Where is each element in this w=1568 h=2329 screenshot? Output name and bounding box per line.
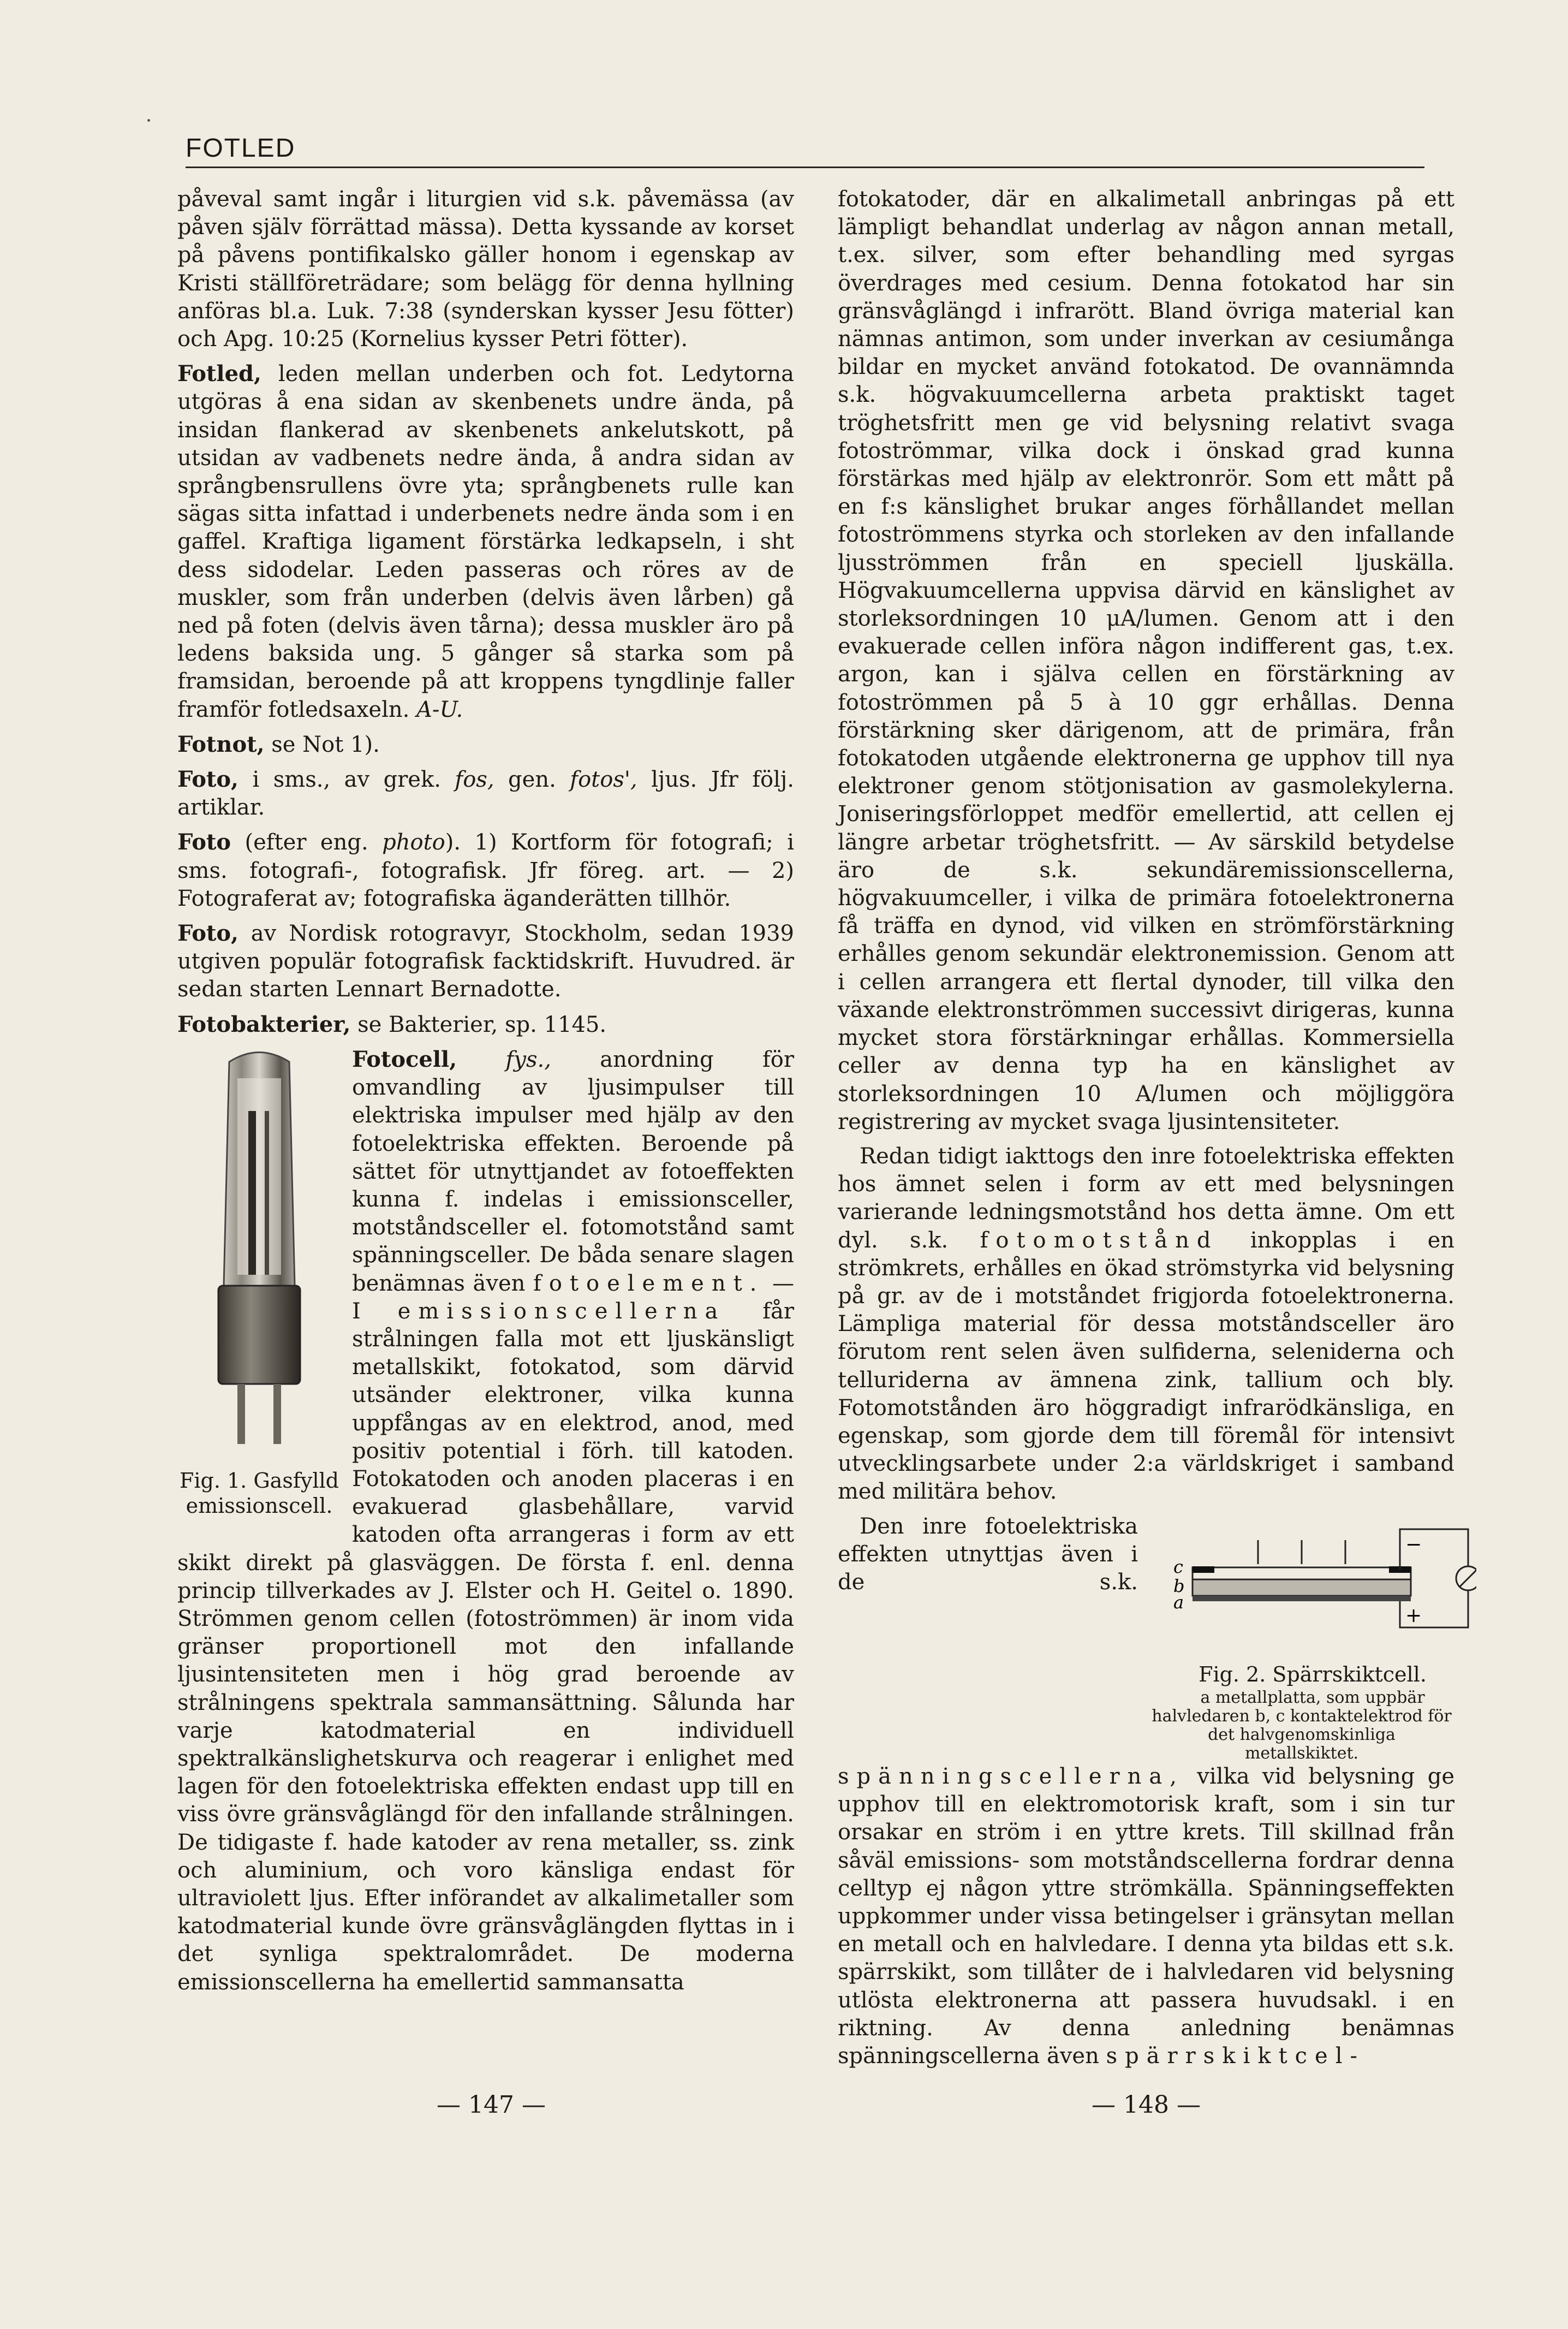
paragraph [838, 1513, 1454, 2071]
text: gen. [494, 767, 570, 793]
text: anordning för omvandling av ljusimpulser till elektriska impulser med hjälp av den fotoelektriska effekten. Beroende på sättet för utnyttjandet av fotoeffekten kunna f. indelas i emissionsceller, motståndsceller el. fotomotstånd samt spänningsceller. De båda senare slagen benämnas även [352, 1047, 794, 1296]
text: Redan tidigt iakttogs den inre fotoelektriska effekten hos ämnet selen i form av ett med belysningen varierande ledningsmotstånd hos detta ämne. Om ett dyl. s.k. [838, 1143, 1454, 1253]
spaced-term: fotomotstånd [980, 1227, 1219, 1253]
text: inkopplas i en strömkrets, erhålles en ökad strömstyrka vid belysning på gr. av de i motståndet frigjorda fotoelektronerna. Lämpliga material för dessa motståndsceller äro förutom rent selen även sulfiderna, seleniderna och telluriderna av ämnena zink, tallium och bly. Fotomotstånden äro höggradigt infrarödkänsliga, en egenskap, som gjorde dem till föremål för intensivt utvecklingsarbete under 2:a världskriget i samband med militära behov. [838, 1227, 1455, 1505]
photocell-image [177, 1045, 341, 1460]
lemma: Fotnot, [177, 731, 265, 757]
label-c: c [1173, 1556, 1183, 1577]
paragraph [177, 186, 794, 353]
text: Den inre fotoelektriska effekten utnyttjas även i de s.k. [838, 1513, 1138, 1595]
text: ljus. Jfr följ. artiklar. [177, 767, 794, 821]
running-header [186, 134, 1424, 168]
text: i sms., av grek. [238, 767, 455, 793]
label-plus: + [1405, 1604, 1422, 1627]
scan-dot [147, 119, 150, 122]
lemma: Foto, [177, 920, 239, 947]
spaced-term: spänningscellerna, [838, 1763, 1184, 1789]
figure-2 [1149, 1518, 1454, 1763]
spaced-term: spärrskiktcel- [1106, 2043, 1366, 2069]
entry-fotobakterier [177, 1011, 794, 1039]
text: vilka vid belysning ge upphov till en elektromotorisk kraft, som i sin tur orsakar en ström i en yttre krets. Till skillnad från såväl emissions- som motståndscellerna fordrar denna celltyp ej någon yttre strömkälla. Spänningseffekten uppkommer under vissa betingelser i gränsytan mellan en metall och en halvledare. I denna yta bildas ett s.k. spärrskikt, som tillåter de i halvledaren vid belysning utlösta elektronerna att passera huvudsakl. i en riktning. Av denna anledning benämnas spänningscellerna även [838, 1763, 1454, 2069]
label-minus: − [1405, 1533, 1422, 1556]
text: (efter eng. [231, 830, 383, 855]
spaced-term: fotoelement. [533, 1270, 765, 1296]
lemma: Fotocell, [352, 1046, 457, 1072]
text: ). 1) Kortform för fotografi; i sms. fotografi-, fotografisk. Jfr föreg. art. — 2) Fotograferat av; fotografiska äganderätten tillhör. [177, 830, 794, 911]
text: påveval samt ingår i liturgien vid s.k. påvemässa (av påven själv förrättad mässa). Detta kyssande av korset på påvens pontifikalsko gäller honom i egenskap av Kristi ställföreträdare; som belägg för denna hyllning anföras bl.a. Luk. 7:38 (synderskan kysser Jesu fötter) och Apg. 10:25 (Kornelius kysser Petri fötter). [177, 187, 794, 352]
text: se Bakterier, sp. 1145. [350, 1012, 607, 1037]
lemma: Foto [177, 829, 231, 855]
figure-1-caption: Fig. 1. Gasfylld emissionscell. [179, 1468, 339, 1518]
entry-foto-3 [177, 919, 794, 1004]
entry-fotled [177, 360, 794, 724]
label-a: a [1173, 1591, 1184, 1613]
entry-fotnot [177, 730, 794, 759]
italic: fys., [457, 1047, 551, 1072]
italic: fotos', [570, 767, 637, 793]
label-b: b [1173, 1575, 1185, 1596]
text: får strålningen falla mot ett ljuskänsligt metallskikt, fotokatod, som därvid utsänder elektroner, vilka kunna uppfångas av en elektrod, anod, med positiv potential i förh. till katoden. Fotokatoden och anoden placeras i en evakuerad glasbehållare, varvid katoden ofta arrangeras i form av ett skikt direkt på glasväggen. De första f. enl. denna princip tillverkades av J. Elster och H. Geitel o. 1890. Strömmen genom cellen (fotoströmmen) är inom vida gränser proportionell mot den infallande ljusintensiteten men i hög grad beroende av strålningens spektrala sammansättning. Sålunda har varje katodmaterial en individuell spektralkänslighetskurva och reagerar i enlighet med lagen för den fotoelektriska effekten endast upp till en viss övre gränsvåglängd för den infallande strålningen. De tidigaste f. hade katoder av rena metaller, ss. zink och aluminium, och voro känsliga endast för ultraviolett ljus. Efter införandet av alkalimetaller som katodmaterial kunde övre gränsvåglängden flyttas in i det synliga spektralområdet. De moderna emissionscellerna ha emellertid sammansatta [177, 1298, 794, 1995]
italic: fos, [455, 767, 494, 793]
figure-1 [177, 1045, 341, 1518]
lemma: Fotobakterier, [177, 1011, 351, 1037]
barrier-layer-cell-diagram [1171, 1518, 1476, 1644]
paragraph [838, 1143, 1454, 1506]
entry-foto-1 [177, 765, 794, 822]
page-number-right: — 148 — [1092, 2091, 1201, 2119]
paragraph [838, 186, 1454, 1136]
figure-2-caption: Fig. 2. Spärrskiktcell. [1199, 1662, 1427, 1686]
header-title: FOTLED [186, 134, 296, 163]
text: leden mellan underben och fot. Ledytorna utgöras å ena sidan av skenbenets undre ända, på insidan flankerad av skenbenets ankelutskott, på utsidan av vadbenets nedre ända, å andra sidan av språngbensrullens övre yta; språngbenets rulle kan sägas sitta infattad i underbenets nedre ända som i en gaffel. Kraftiga ligament förstärka ledkapseln, i sht dess sidodelar. Leden passeras och röres av de muskler, som från underben (delvis även lårben) gå ned på foten (delvis även tårna); dessa muskler äro på ledens baksida ung. 5 gånger så starka som på framsidan, beroende på att kroppens tyngdlinje faller framför fotledsaxeln. [177, 361, 794, 722]
lemma: Foto, [177, 767, 239, 793]
text: se Not 1). [264, 732, 380, 757]
entry-fotocell [177, 1045, 794, 1997]
spaced-term: emissionscellerna [397, 1298, 726, 1324]
text: — I [352, 1270, 794, 1324]
figure-2-legend: a metallplatta, som uppbär halvledaren b, c kontaktelektrod för det halvgenomskinliga metallskiktet. [1152, 1688, 1452, 1763]
lemma: Fotled, [177, 361, 261, 387]
page-number-left: — 147 — [437, 2091, 546, 2119]
entry-foto-2 [177, 828, 794, 913]
text: av Nordisk rotogravyr, Stockholm, sedan 1939 utgiven populär fotografisk facktidskrift. Huvudred. är sedan starten Lennart Bernadotte. [177, 921, 794, 1002]
signature: A-U. [416, 697, 463, 722]
italic: photo [382, 830, 445, 855]
right-column [838, 186, 1454, 2077]
text: fotokatoder, där en alkalimetall anbringas på ett lämpligt behandlat underlag av någon annan metall, t.ex. silver, som efter behandling med syrgas överdrages med cesium. Denna fotokatod har sin gränsvåglängd i infrarött. Bland övriga material kan nämnas antimon, som under inverkan av cesiumånga bildar en mycket använd fotokatod. De ovannämnda s.k. högvakuumcellerna arbeta praktiskt taget tröghetsfritt men ge vid belysning relativt svaga fotoströmmar, vilka dock i önskad grad kunna förstärkas med hjälp av elektronrör. Som ett mått på en f:s känslighet brukar anges förhållandet mellan fotoströmmens styrka och storleken av den infallande ljusströmmen från en speciell ljuskälla. Högvakuumcellerna uppvisa därvid en känslighet av storleksordningen 10 μA/lumen. Genom att i den evakuerade cellen införa någon indifferent gas, t.ex. argon, kan i själva cellen en förstärkning av fotoströmmen på 5 à 10 ggr erhållas. Denna förstärkning sker därigenom, att de primära, från fotokatoden utgående elektronerna ge upphov till nya elektroner genom stötjonisation av gasmolekylerna. Joniseringsförloppet medför emellertid, att cellen ej längre arbetar tröghetsfritt. — Av särskild betydelse äro de s.k. sekundäremissionscellerna, högvakuumceller, i vilka de primära fotoelektronerna få träffa en dynod, vid vilken en strömförstärkning erhålles genom sekundär elektronemission. Genom att i cellen arrangera ett flertal dynoder, till vilka den växande elektronströmmen successivt dirigeras, kunna mycket stora förstärkningar erhållas. Kommersiella celler av denna typ ha en känslighet av storleksordningen 10 A/lumen och möjliggöra registrering av mycket svaga ljusintensiteter. [838, 187, 1454, 1134]
left-column [177, 186, 794, 2003]
